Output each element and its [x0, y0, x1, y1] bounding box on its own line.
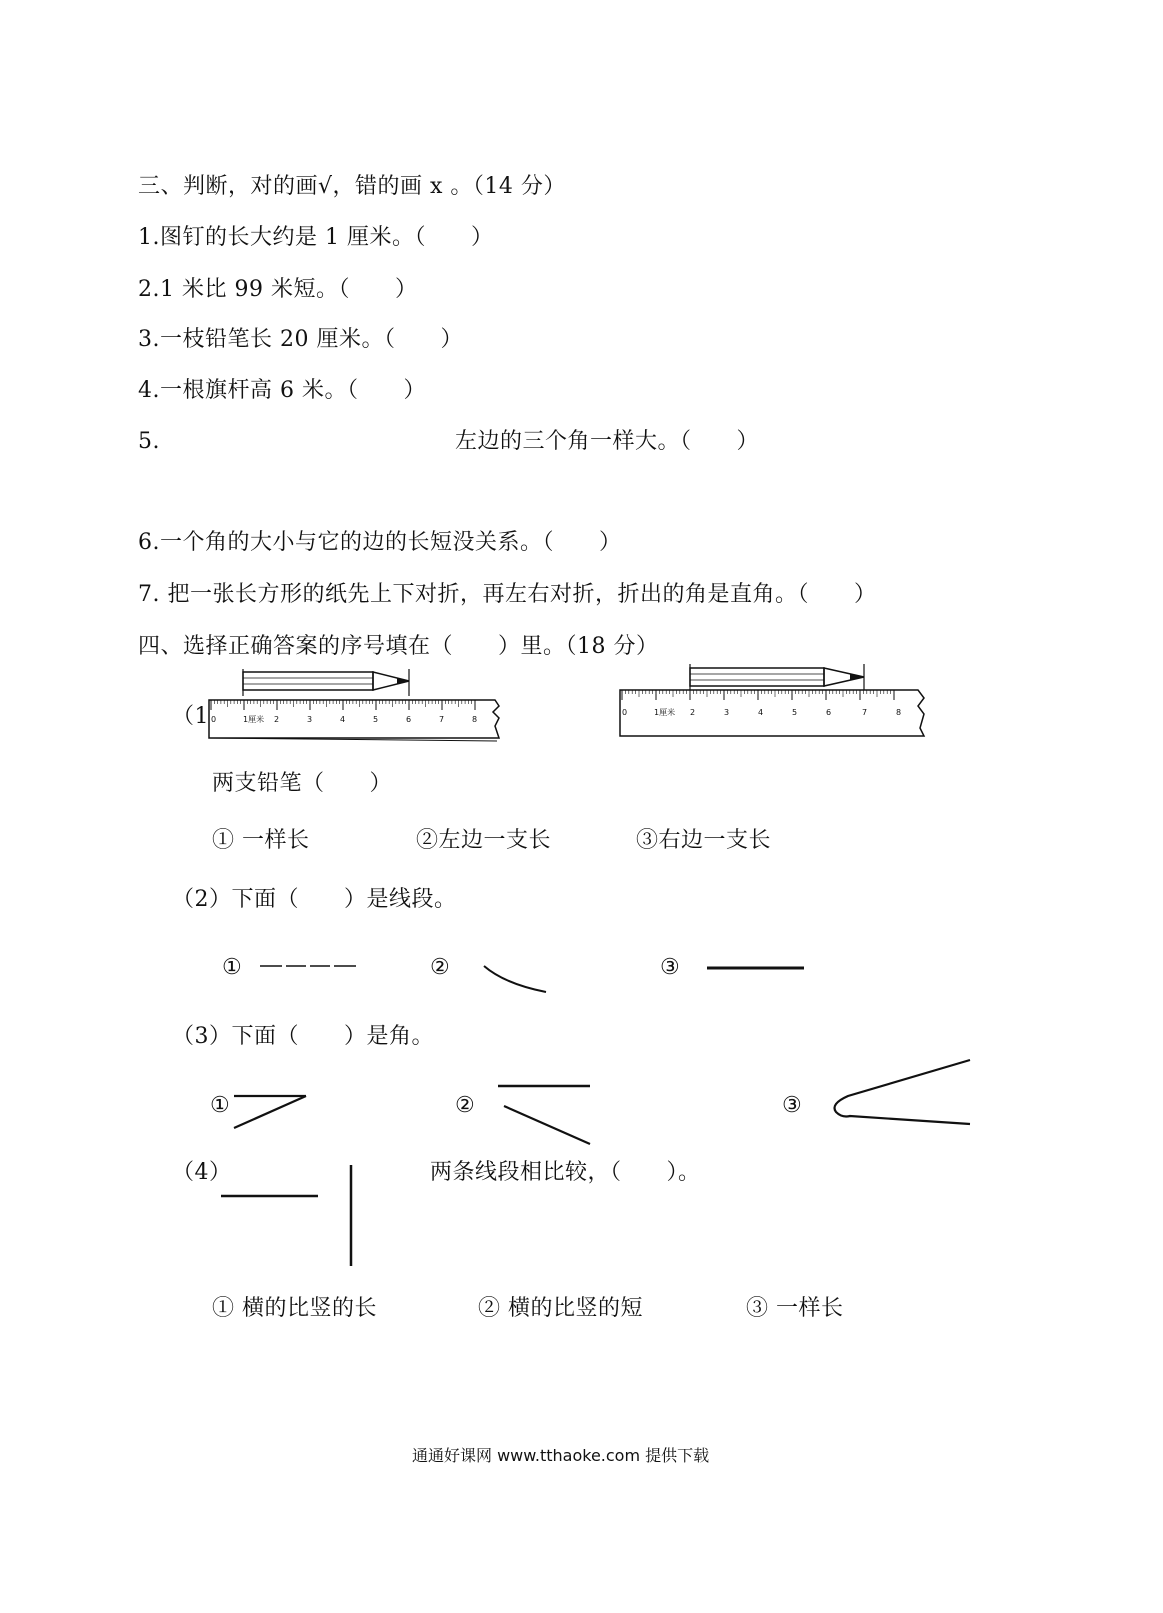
ruler-unit-label: 1厘米 — [243, 715, 265, 724]
q1-option-2: ②左边一支长 — [416, 828, 552, 853]
ruler-unit-label: 1厘米 — [654, 708, 676, 717]
judge-item-1: 1.图钉的长大约是 1 厘米。（ ） — [138, 225, 494, 250]
judge-item-5-text: 左边的三个角一样大。（ ） — [455, 429, 760, 454]
ruler-zero-label: 0 — [211, 715, 217, 724]
footer-source: 通通好课网 www.tthaoke.com 提供下载 — [412, 1446, 710, 1465]
ruler-tick-label: 2 — [274, 715, 280, 724]
judge-item-6: 6.一个角的大小与它的边的长短没关系。（ ） — [138, 530, 622, 555]
ruler-zero-label: 0 — [622, 708, 628, 717]
q4-question: 两条线段相比较，（ ）。 — [430, 1160, 701, 1185]
section4-heading: 四、选择正确答案的序号填在（ ）里。（18 分） — [138, 634, 659, 659]
q3-marker-3: ③ — [782, 1093, 803, 1118]
q3-marker-1: ① — [210, 1093, 231, 1118]
ruler-tick-label: 4 — [340, 715, 346, 724]
q4-option-2: ② 横的比竖的短 — [478, 1296, 643, 1321]
q2-marker-1: ① — [222, 955, 243, 980]
judge-item-5-number: 5. — [138, 429, 160, 454]
section3-heading: 三、判断，对的画√，错的画 x 。（14 分） — [138, 174, 566, 199]
judge-item-2: 2.1 米比 99 米短。（ ） — [138, 277, 418, 302]
ruler-tick-label: 4 — [758, 708, 764, 717]
q2-marker-3: ③ — [660, 955, 681, 980]
q1-label: （1 — [172, 704, 209, 729]
judge-item-3: 3.一枝铅笔长 20 厘米。（ ） — [138, 327, 463, 352]
ruler-tick-label: 6 — [406, 715, 412, 724]
judge-item-4: 4.一根旗杆高 6 米。（ ） — [138, 378, 426, 403]
ruler-tick-label: 5 — [792, 708, 798, 717]
q2-marker-2: ② — [430, 955, 451, 980]
q4-label: （4） — [172, 1160, 232, 1185]
ruler-tick-label: 7 — [439, 715, 445, 724]
ruler-tick-label: 6 — [826, 708, 832, 717]
ruler-tick-label: 8 — [472, 715, 478, 724]
q3-angle-1 — [234, 1096, 306, 1128]
ruler-tick-label: 5 — [373, 715, 379, 724]
q2-question: （2）下面（ ）是线段。 — [172, 887, 457, 912]
judge-item-7: 7. 把一张长方形的纸先上下对折，再左右对折，折出的角是直角。（ ） — [138, 582, 877, 607]
q3-marker-2: ② — [455, 1093, 476, 1118]
ruler-tick-label: 3 — [724, 708, 730, 717]
q4-option-3: ③ 一样长 — [746, 1296, 844, 1321]
q3-non-angle-2 — [498, 1086, 590, 1144]
q1-question: 两支铅笔（ ） — [212, 771, 393, 796]
q3-question: （3）下面（ ）是角。 — [172, 1024, 434, 1049]
ruler-tick-label: 3 — [307, 715, 313, 724]
q4-option-1: ① 横的比竖的长 — [212, 1296, 377, 1321]
q3-curved-vertex-3 — [835, 1060, 971, 1124]
ruler-tick-label: 8 — [896, 708, 902, 717]
ruler-tick-label: 7 — [862, 708, 868, 717]
q2-curve — [484, 966, 546, 992]
q1-option-1: ① 一样长 — [212, 828, 310, 853]
ruler-tick-label: 2 — [690, 708, 696, 717]
q1-option-3: ③右边一支长 — [636, 828, 772, 853]
